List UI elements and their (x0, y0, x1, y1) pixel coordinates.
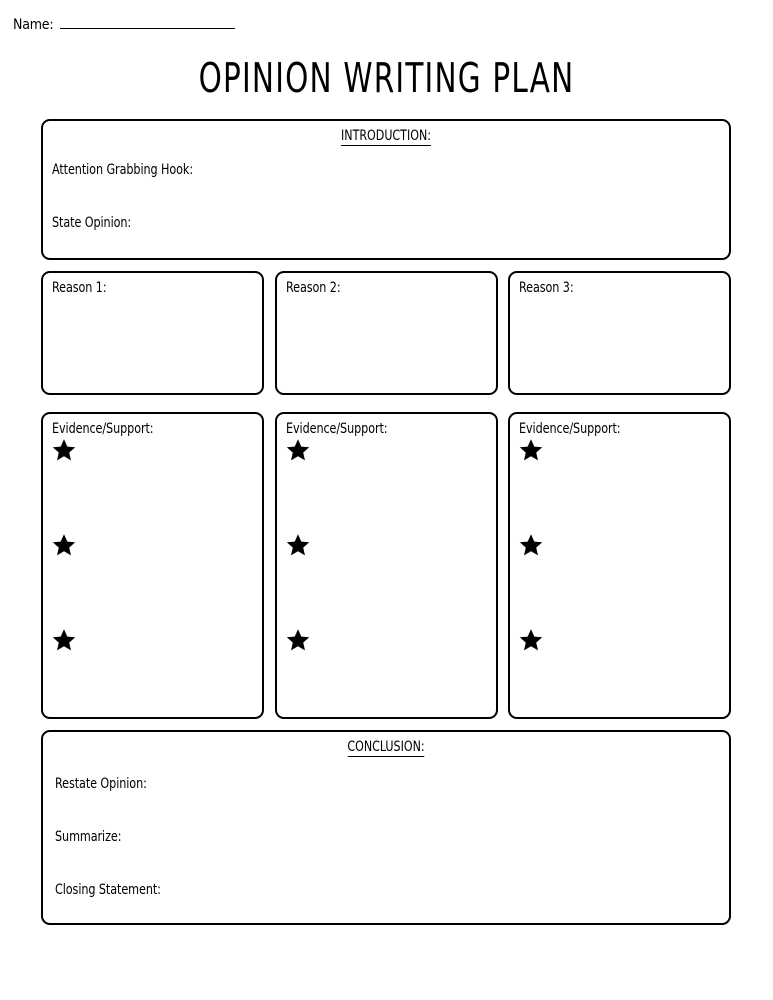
reason-label-2: Reason 2: (286, 280, 341, 296)
reason-box-1[interactable] (41, 271, 264, 395)
conclusion-heading-text: CONCLUSION: (347, 739, 425, 755)
star-icon (519, 628, 543, 652)
name-field-row (13, 17, 235, 33)
evidence-label-3: Evidence/Support: (519, 421, 621, 437)
star-icon (52, 628, 76, 652)
introduction-heading-text: INTRODUCTION: (341, 128, 431, 144)
star-icon (286, 438, 310, 462)
introduction-section (41, 119, 731, 260)
prompt-attention-grabbing-hook[interactable]: Attention Grabbing Hook: (52, 162, 194, 178)
evidence-box-2[interactable] (275, 412, 498, 719)
name-label: Name: (13, 17, 54, 33)
evidence-label-1: Evidence/Support: (52, 421, 154, 437)
reason-label-3: Reason 3: (519, 280, 574, 296)
star-icon (52, 533, 76, 557)
evidence-label-2: Evidence/Support: (286, 421, 388, 437)
star-icon (286, 533, 310, 557)
prompt-restate-opinion[interactable]: Restate Opinion: (55, 776, 147, 792)
prompt-state-opinion[interactable]: State Opinion: (52, 215, 132, 231)
prompt-closing-statement[interactable]: Closing Statement: (55, 882, 161, 898)
name-input-line[interactable] (60, 28, 235, 29)
reason-box-2[interactable] (275, 271, 498, 395)
introduction-heading (94, 128, 677, 144)
conclusion-section (41, 730, 731, 925)
star-icon (52, 438, 76, 462)
prompt-summarize[interactable]: Summarize: (55, 829, 122, 845)
reason-box-3[interactable] (508, 271, 731, 395)
star-icon (286, 628, 310, 652)
star-icon (519, 533, 543, 557)
reason-label-1: Reason 1: (52, 280, 107, 296)
evidence-box-3[interactable] (508, 412, 731, 719)
page-title: OPINION WRITING PLAN (198, 54, 575, 102)
evidence-box-1[interactable] (41, 412, 264, 719)
star-icon (519, 438, 543, 462)
conclusion-heading (94, 739, 677, 755)
